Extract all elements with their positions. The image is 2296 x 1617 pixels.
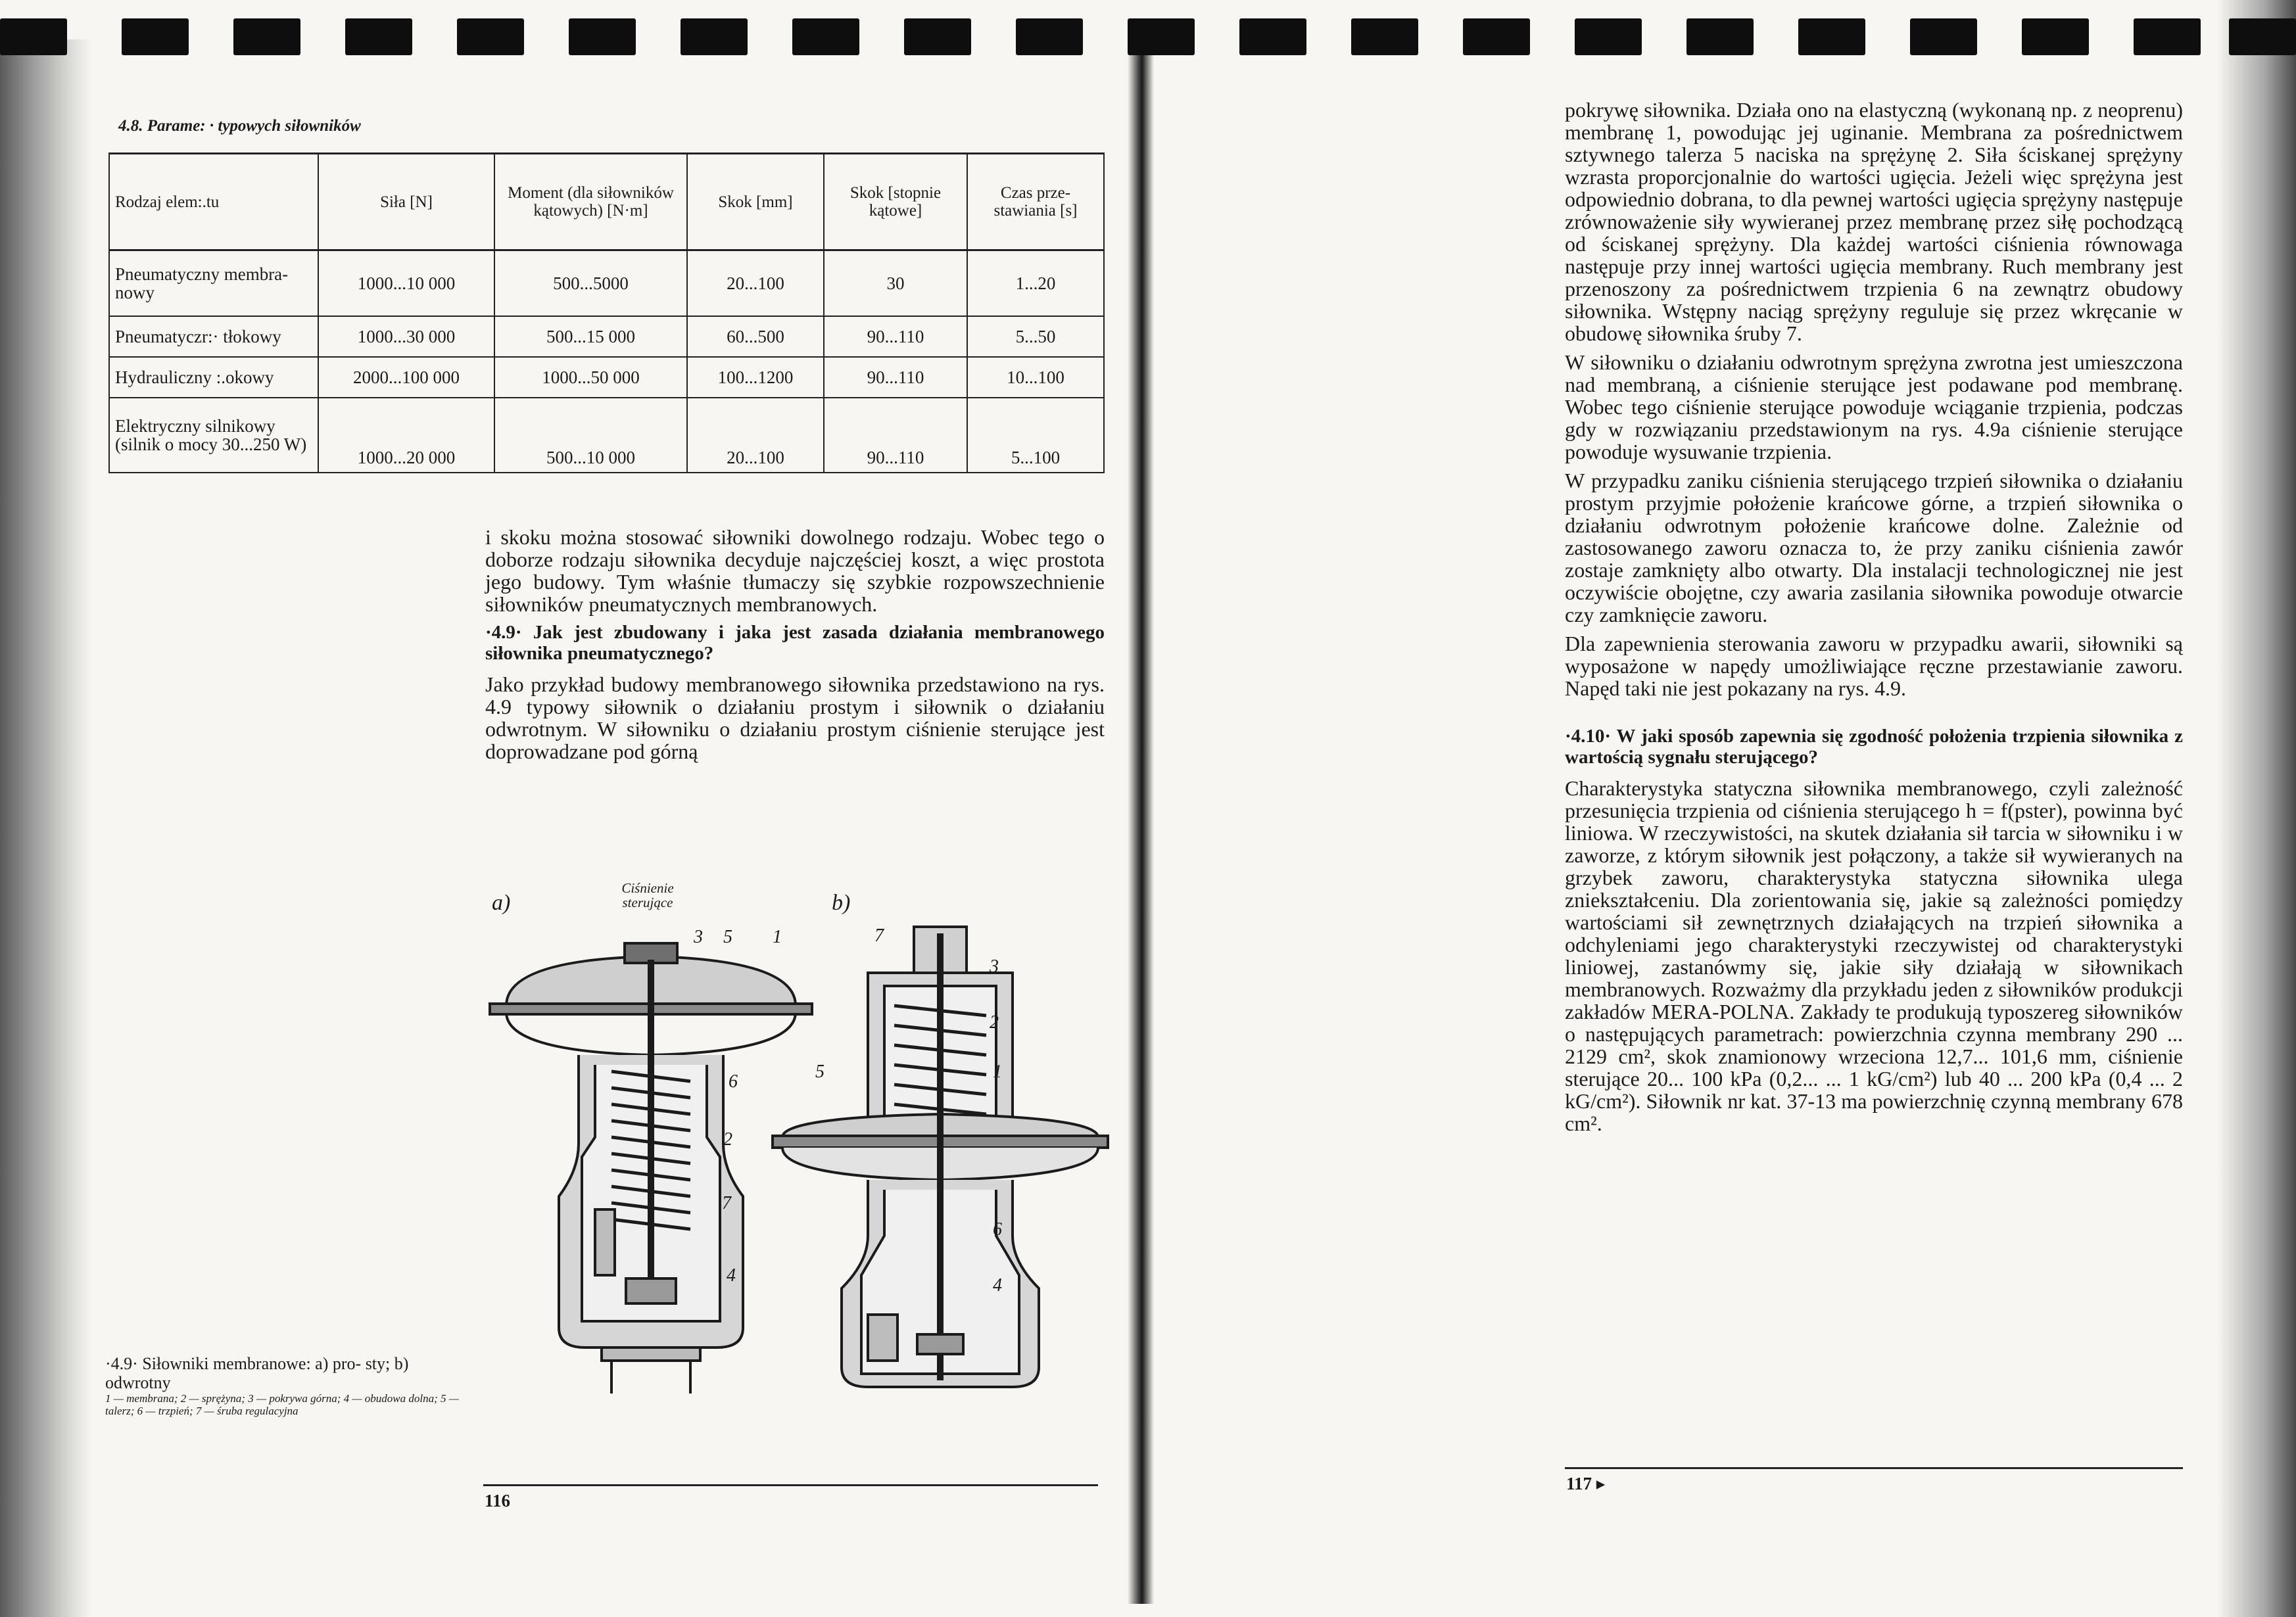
paragraph: W przypadku zaniku ciśnienia sterującego trzpień siłownika o działaniu prostym przyjmie położenie krańcowe górne, a trzpień siłownika o działaniu odwrotnym położenie krańcowe dolne. Zależnie od zastosowanego zaworu oznacza to, że przy zaniku ciśnienia zawór zostaje zamknięty albo otwarty. Dla instalacji technologicznej nie jest oczywiście obojętne, czy awaria zasilania siłownika powoduje otwarcie czy zamknięcie zaworu. [1565, 469, 2183, 626]
paragraph: Dla zapewnienia sterowania zaworu w przypadku awarii, siłowniki są wyposażone w napędy umożliwiające ręczne przestawianie zaworu. Napęd taki nie jest pokazany na rys. 4.9. [1565, 632, 2183, 700]
table-row [109, 398, 1104, 473]
part-number: 5 [723, 927, 732, 947]
table-cell: 5...50 [967, 316, 1104, 357]
table-cell: 5...100 [967, 398, 1104, 473]
table-cell: 1000...10 000 [318, 250, 494, 317]
figure-caption-title: ·4.9· Siłowniki membranowe: a) pro- sty; b) odwrotny [105, 1354, 409, 1392]
col-header-moment: Moment (dla siłowników kątowych) [N·m] [494, 154, 687, 250]
figure-label-b: b) [832, 891, 851, 915]
table-cell: 10...100 [967, 357, 1104, 398]
diagram-reverse-actuator [769, 920, 1111, 1394]
right-page [1157, 0, 2296, 1617]
part-number: 6 [993, 1219, 1002, 1240]
table-cell: 30 [824, 250, 967, 317]
part-number: 3 [990, 956, 999, 977]
table-cell: Elektryczny silnikowy (silnik o mocy 30...250 W) [109, 398, 318, 473]
part-number: 6 [729, 1071, 738, 1092]
part-number: 5 [815, 1062, 825, 1082]
table-row [109, 250, 1104, 317]
part-number: 7 [874, 926, 884, 946]
table-cell: 500...5000 [494, 250, 687, 317]
table-cell: 90...110 [824, 316, 967, 357]
table-cell: Hydrauliczny :.okowy [109, 357, 318, 398]
table-cell: 60...500 [687, 316, 824, 357]
figure-caption [105, 1354, 460, 1417]
pressure-label-a-line1: Ciśnienie [621, 880, 674, 896]
actuator-parameters-table [108, 152, 1105, 473]
table-cell: Pneumatyczr:· tłokowy [109, 316, 318, 357]
table-cell: 1000...30 000 [318, 316, 494, 357]
paragraph: W siłowniku o działaniu odwrotnym sprężyna zwrotna jest umieszczona nad membraną, a ciśnienie sterujące jest podawane pod membranę. Wobec tego ciśnienie sterujące powoduje wciąganie trzpienia, podczas gdy w rozwiązaniu przedstawionym na rys. 4.9a ciśnienie sterujące powoduje wysuwanie trzpienia. [1565, 350, 2183, 463]
left-page [0, 0, 1144, 1617]
col-header-type: Rodzaj elem:.tu [109, 154, 318, 250]
figure-legend: 1 — membrana; 2 — sprężyna; 3 — pokrywa górna; 4 — obudowa dolna; 5 — talerz; 6 — trzpień; 7 — śruba regulacyjna [105, 1392, 459, 1417]
part-number: 1 [993, 1062, 1002, 1082]
table-row [109, 316, 1104, 357]
paragraph: Jako przykład budowy membranowego siłownika przedstawiono na rys. 4.9 typowy siłownik o działaniu prostym i siłownik o działaniu odwrotnym. W siłowniku o działaniu prostym ciśnienie sterujące jest doprowadzane pod górną [485, 672, 1105, 763]
table-cell: 90...110 [824, 357, 967, 398]
table-cell: 20...100 [687, 250, 824, 317]
table-caption: 4.8. Parame: · typowych siłowników [118, 117, 361, 135]
table-cell: 500...15 000 [494, 316, 687, 357]
part-number: 7 [722, 1193, 731, 1213]
col-header-time: Czas prze- stawiania [s] [967, 154, 1104, 250]
figure-label-a: a) [492, 891, 511, 915]
part-number: 4 [727, 1265, 736, 1286]
pressure-label-a [602, 881, 694, 910]
section-heading-4-9: ·4.9· Jak jest zbudowany i jaka jest zasada działania membranowego siłownika pneumatycznego? [485, 622, 1105, 664]
table-cell: 1...20 [967, 250, 1104, 317]
table-cell: Pneumatyczny membra- nowy [109, 250, 318, 317]
table-cell: 500...10 000 [494, 398, 687, 473]
footer-rule [1565, 1467, 2183, 1469]
pressure-label-a-line2: sterujące [622, 895, 673, 910]
page-number: 116 [485, 1491, 511, 1511]
section-heading-4-10: ·4.10· W jaki sposób zapewnia się zgodność położenia trzpienia siłownika z wartością sygnału sterującego? [1565, 726, 2183, 768]
table-cell: 1000...20 000 [318, 398, 494, 473]
left-text-column [485, 526, 1105, 769]
table-cell: 20...100 [687, 398, 824, 473]
table-cell: 100...1200 [687, 357, 824, 398]
part-number: 1 [773, 927, 782, 947]
footer-rule [483, 1484, 1098, 1486]
col-header-stroke-deg: Skok [stopnie kątowe] [824, 154, 967, 250]
right-text-column [1565, 99, 2183, 1141]
page-number: 117 ▸ [1566, 1474, 1606, 1493]
part-number: 2 [723, 1129, 732, 1150]
col-header-force: Siła [N] [318, 154, 494, 250]
paragraph: pokrywę siłownika. Działa ono na elastyczną (wykonaną np. z neoprenu) membranę 1, powodując jej uginanie. Membrana za pośrednictwem sztywnego talerza 5 naciska na sprężynę 2. Siła ściskanej sprężyny wzrasta proporcjonalnie do wartości ugięcia. Jeżeli więc sprężyna jest odpowiednio dobrana, to dla pewnej wartości ugięcia sprężyny następuje zrównoważenie siły wywieranej przez membranę przez siłę pochodzącą od ściskanej sprężyny. Dla każdej wartości ciśnienia równowaga następuje przy innej wartości ugięcia membrany. Ruch membrany jest przenoszony za pośrednictwem trzpienia 6 na zewnątrz obudowy siłownika. Wstępny naciąg sprężyny reguluje się przez wkręcanie w obudowę siłownika śruby 7. [1565, 98, 2183, 345]
table-cell: 2000...100 000 [318, 357, 494, 398]
paragraph: i skoku można stosować siłowniki dowolnego rodzaju. Wobec tego o doborze rodzaju siłownika decyduje najczęściej koszt, a więc prostota jego budowy. Tym właśnie tłumaczy się szybkie rozpowszechnienie siłowników pneumatycznych membranowych. [485, 525, 1105, 616]
part-number: 4 [993, 1275, 1002, 1296]
part-number: 2 [990, 1012, 999, 1033]
table-row [109, 357, 1104, 398]
table-cell: 90...110 [824, 398, 967, 473]
paragraph: Charakterystyka statyczna siłownika membranowego, czyli zależność przesunięcia trzpienia od ciśnienia sterującego h = f(pster), powinna być liniowa. W rzeczywistości, na skutek działania sił tarcia w siłowniku i w zaworze, z którym siłownik jest połączony, a także sił wywieranych na grzybek zaworu, charakterystyka statyczna siłownika ulega zniekształceniu. Dla zorientowania się, jakie są zależności pomiędzy wartościami sił zewnętrznych działających na trzpień siłownika a odchyleniami jego charakterystyki rzeczywistej od charakterystyki liniowej, zastanówmy się, jakie siły działają w siłownikach membranowych. Rozważmy dla przykładu jeden z siłowników produkcji zakładów MERA-POLNA. Zakłady te produkują typoszereg siłowników o następujących parametrach: powierzchnia czynna membrany 290 ... 2129 cm², skok znamionowy wrzeciona 12,7... 101,6 mm, ciśnienie sterujące 20... 100 kPa (0,2... ... 1 kG/cm²) lub 40 ... 200 kPa (0,4 ... 2 kG/cm²). Siłownik nr kat. 37-13 ma powierzchnię czynną membrany 678 cm². [1565, 776, 2183, 1135]
col-header-stroke-mm: Skok [mm] [687, 154, 824, 250]
part-number: 3 [694, 927, 703, 947]
table-cell: 1000...50 000 [494, 357, 687, 398]
